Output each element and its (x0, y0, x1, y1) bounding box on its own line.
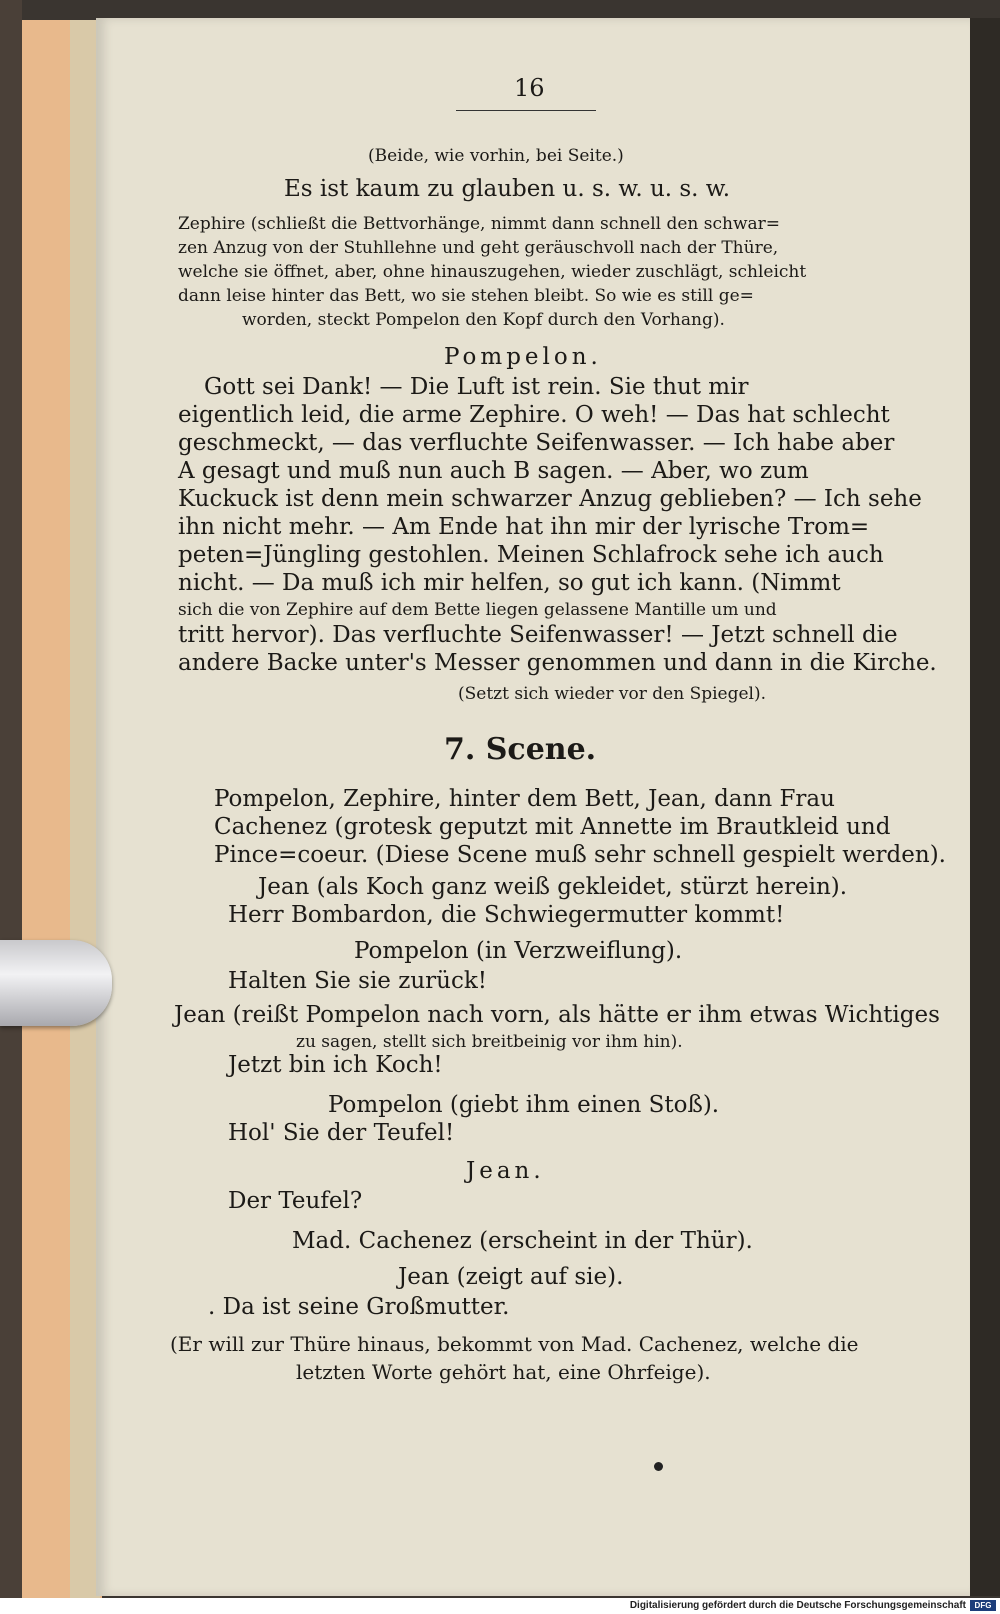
stage-direction: letzten Worte gehört hat, eine Ohrfeige). (296, 1360, 711, 1384)
ink-spot (654, 1462, 663, 1471)
dialogue-line: Gott sei Dank! — Die Luft ist rein. Sie thut mir (204, 374, 749, 400)
stage-direction: zu sagen, stellt sich breitbeinig vor ihm hin). (296, 1032, 683, 1052)
dialogue-line: Hol' Sie der Teufel! (228, 1120, 455, 1146)
character-list: Pompelon, Zephire, hinter dem Bett, Jean, dann Frau (214, 786, 835, 812)
stage-direction: worden, steckt Pompelon den Kopf durch den Vorhang). (242, 310, 725, 330)
scene-heading: 7. Scene. (444, 732, 597, 767)
digitization-footer (0, 1598, 1000, 1614)
dialogue-line: Jetzt bin ich Koch! (228, 1052, 443, 1078)
dialogue-line: peten=Jüngling gestohlen. Meinen Schlafrock sehe ich auch (178, 542, 884, 568)
stage-direction: zen Anzug von der Stuhllehne und geht geräuschvoll nach der Thüre, (178, 238, 779, 258)
stage-direction: sich die von Zephire auf dem Bette liegen gelassene Mantille um und (178, 600, 777, 620)
dialogue-line: ihn nicht mehr. — Am Ende hat ihn mir der lyrische Trom= (178, 514, 870, 540)
dialogue-line: Es ist kaum zu glauben u. s. w. u. s. w. (284, 176, 731, 202)
page-clip (0, 940, 112, 1026)
dialogue-line: Kuckuck ist denn mein schwarzer Anzug geblieben? — Ich sehe (178, 486, 922, 512)
dialogue-line: . Da ist seine Großmutter. (208, 1294, 510, 1320)
speaker-name: Pompelon (in Verzweiflung). (354, 938, 683, 964)
dialogue-line: geschmeckt, — das verfluchte Seifenwasser. — Ich habe aber (178, 430, 895, 456)
character-list: Cachenez (grotesk geputzt mit Annette im Brautkleid und (214, 814, 891, 840)
character-list: Pince=coeur. (Diese Scene muß sehr schnell gespielt werden). (214, 842, 946, 868)
dialogue-line: Halten Sie sie zurück! (228, 968, 488, 994)
stage-direction: (Er will zur Thüre hinaus, bekommt von Mad. Cachenez, welche die (170, 1332, 859, 1356)
dialogue-line: eigentlich leid, die arme Zephire. O weh! — Das hat schlecht (178, 402, 890, 428)
footer-text: Digitalisierung gefördert durch die Deutsche Forschungsgemeinschaft (629, 1600, 966, 1611)
stage-direction: Zephire (schließt die Bettvorhänge, nimmt dann schnell den schwar= (178, 214, 781, 234)
page-number: 16 (514, 74, 545, 102)
dialogue-line: Der Teufel? (228, 1188, 363, 1214)
stage-direction: welche sie öffnet, aber, ohne hinauszugehen, wieder zuschlägt, schleicht (178, 262, 807, 282)
stage-direction: Jean (als Koch ganz weiß gekleidet, stürzt herein). (258, 874, 848, 900)
stage-direction: dann leise hinter das Bett, wo sie stehen bleibt. So wie es still ge= (178, 286, 754, 306)
speaker-name: Jean. (466, 1158, 545, 1184)
dialogue-line: tritt hervor). Das verfluchte Seifenwasser! — Jetzt schnell die (178, 622, 898, 648)
scanner-edge-right (968, 18, 1000, 1596)
dfg-logo: DFG (970, 1600, 996, 1611)
speaker-name: Jean (zeigt auf sie). (398, 1264, 624, 1290)
scanner-edge-left (0, 0, 22, 1614)
dialogue-line: Herr Bombardon, die Schwiegermutter kommt! (228, 902, 785, 928)
stage-direction: (Beide, wie vorhin, bei Seite.) (368, 146, 624, 166)
stage-direction: Jean (reißt Pompelon nach vorn, als hätte er ihm etwas Wichtiges (174, 1002, 940, 1028)
speaker-name: Mad. Cachenez (erscheint in der Thür). (292, 1228, 753, 1254)
dialogue-line: andere Backe unter's Messer genommen und dann in die Kirche. (178, 650, 937, 676)
page-number-rule (456, 110, 596, 111)
dialogue-line: nicht. — Da muß ich mir helfen, so gut ich kann. (Nimmt (178, 570, 841, 596)
speaker-name: Pompelon. (444, 344, 602, 370)
speaker-name: Pompelon (giebt ihm einen Stoß). (328, 1092, 720, 1118)
stage-direction: (Setzt sich wieder vor den Spiegel). (458, 684, 767, 704)
book-page (96, 18, 970, 1596)
dialogue-line: A gesagt und muß nun auch B sagen. — Aber, wo zum (178, 458, 809, 484)
